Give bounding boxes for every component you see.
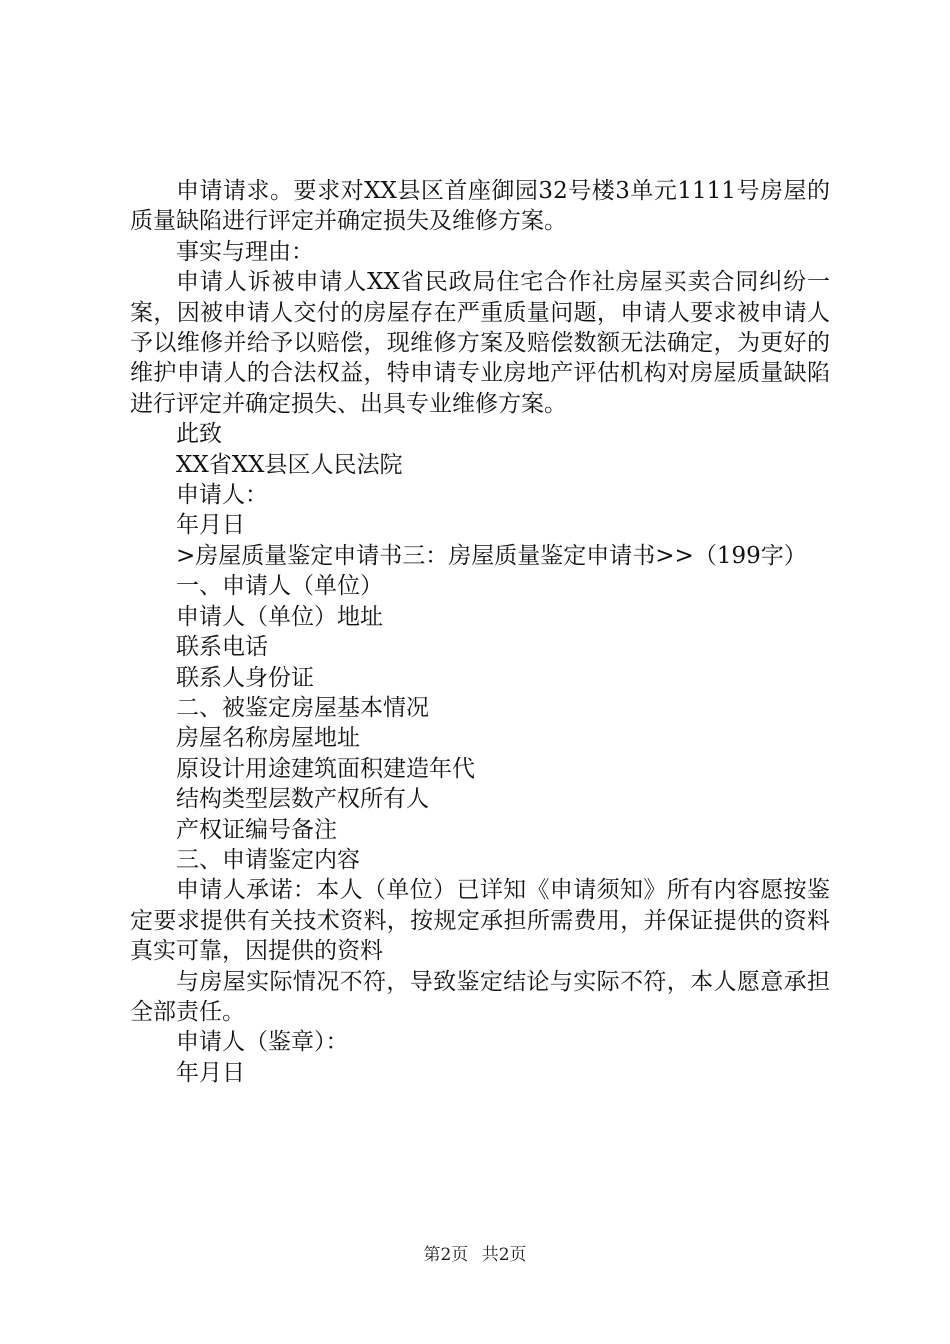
paragraph-applicant-unit: 一、申请人（单位）	[176, 573, 383, 600]
paragraph-section-three-title: >房屋质量鉴定申请书三：房屋质量鉴定申请书>>（199字）	[176, 542, 807, 569]
paragraph-facts-heading: 事实与理由：	[176, 238, 314, 265]
paragraph-facts-body: 申请人诉被申请人XX省民政局住宅合作社房屋买卖合同纠纷一案，因被申请人交付的房屋存在严重质量问题，申请人要求被申请人予以维修并给予以赔偿，现维修方案及赔偿数额无法确定，为更好的维护申请人的合法权益，特申请专业房地产评估机构对房屋质量缺陷进行评定并确定损失、出具专业维修方案。	[130, 269, 830, 417]
paragraph-commitment: 申请人承诺：本人（单位）已详知《申请须知》所有内容愿按鉴定要求提供有关技术资料，按规定承担所需费用，并保证提供的资料真实可靠，因提供的资料	[130, 877, 830, 965]
paragraph-applicant-seal: 申请人（鉴章）：	[176, 1029, 349, 1056]
paragraph-salutation: 此致	[176, 421, 222, 448]
paragraph-applicant-address: 申请人（单位）地址	[176, 603, 383, 630]
paragraph-contact-id: 联系人身份证	[176, 664, 314, 691]
paragraph-house-use: 原设计用途建筑面积建造年代	[176, 755, 475, 782]
paragraph-commitment-cont: 与房屋实际情况不符，导致鉴定结论与实际不符，本人愿意承担全部责任。	[130, 968, 830, 1025]
paragraph-applicant: 申请人：	[176, 482, 268, 509]
document-body	[130, 176, 830, 1088]
paragraph-final-date: 年月日	[176, 1059, 245, 1086]
paragraph-request: 申请请求。要求对XX县区首座御园32号楼3单元1111号房屋的质量缺陷进行评定并确定损失及维修方案。	[130, 178, 830, 235]
paragraph-date: 年月日	[176, 512, 245, 539]
paragraph-house-name: 房屋名称房屋地址	[176, 725, 360, 752]
page-number-total: 共2页	[481, 1245, 527, 1265]
paragraph-appraisal-content: 三、申请鉴定内容	[176, 846, 360, 873]
paragraph-certificate: 产权证编号备注	[176, 816, 337, 843]
paragraph-court: XX省XX县区人民法院	[176, 451, 403, 478]
page-footer	[0, 1240, 950, 1265]
paragraph-house-info-heading: 二、被鉴定房屋基本情况	[176, 694, 429, 721]
paragraph-phone: 联系电话	[176, 634, 268, 661]
page-number-current: 第2页	[423, 1245, 469, 1265]
paragraph-house-structure: 结构类型层数产权所有人	[176, 786, 429, 813]
